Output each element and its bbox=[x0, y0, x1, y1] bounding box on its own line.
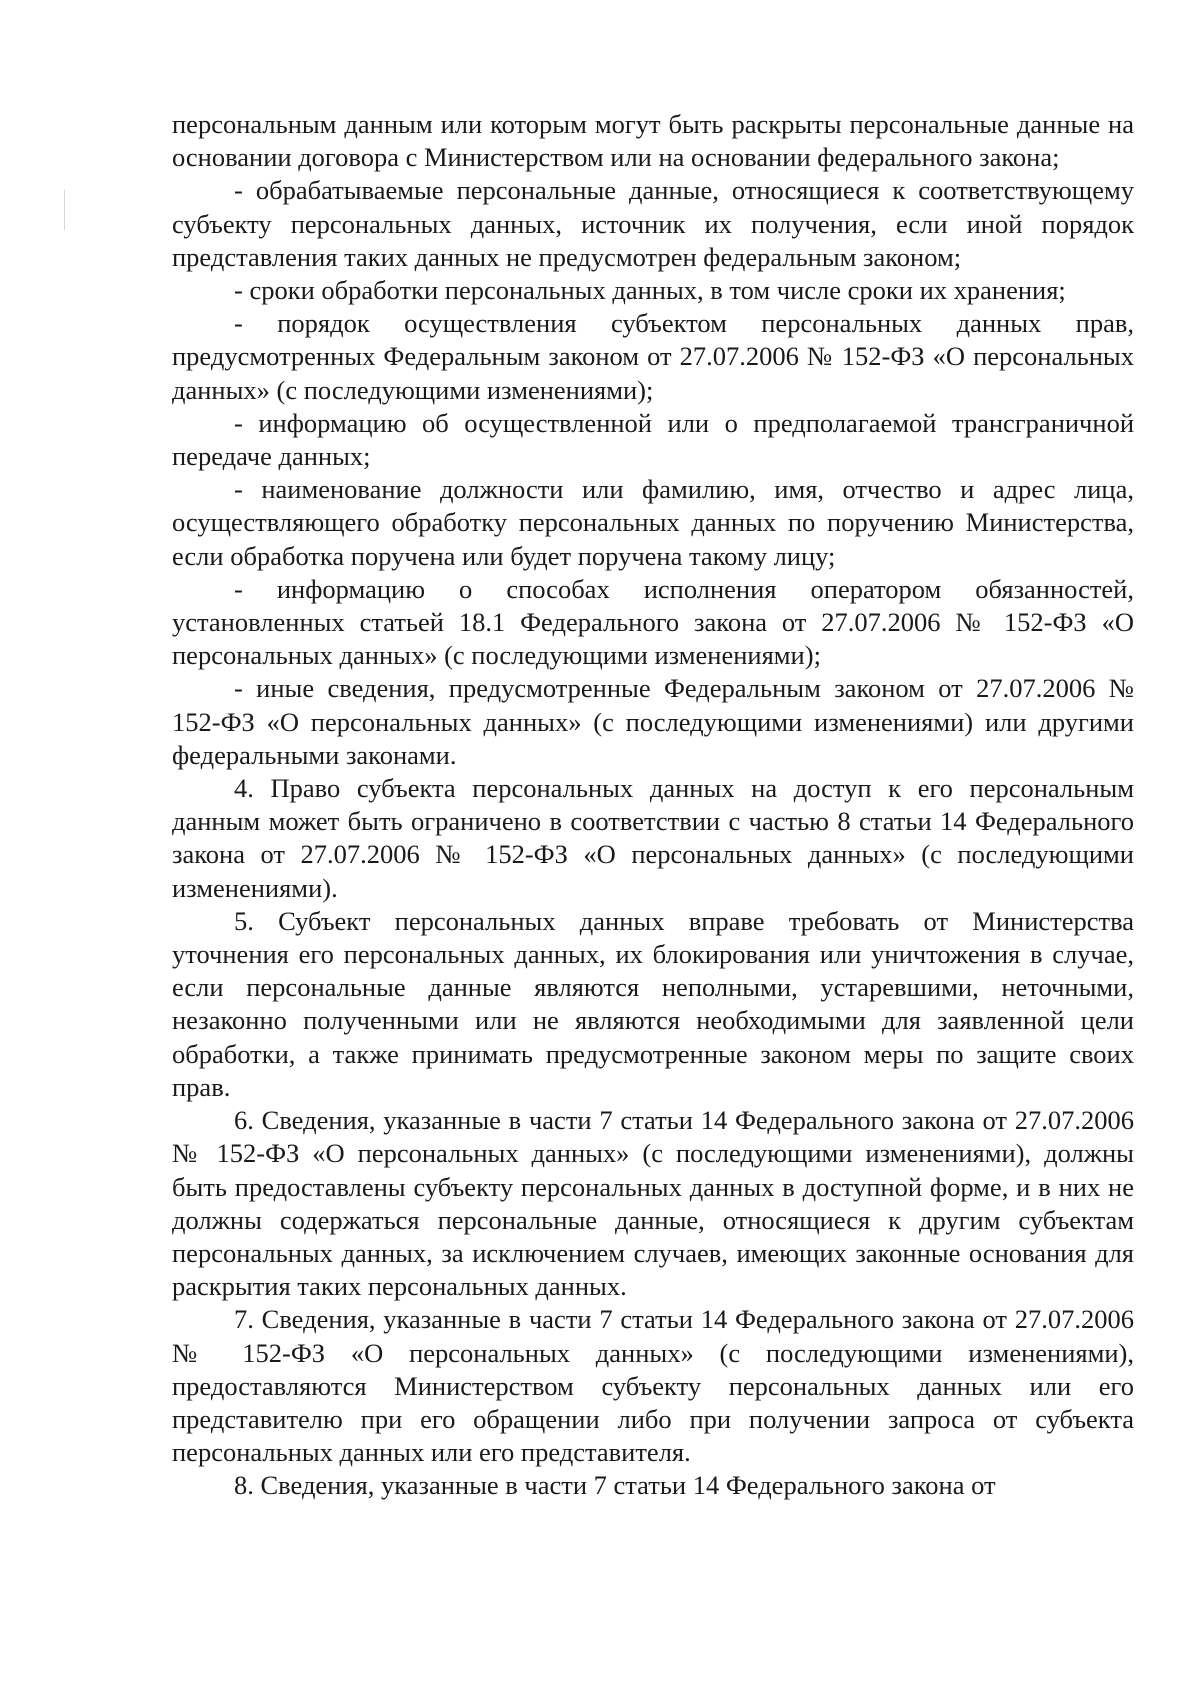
list-item-cross-border-transfer: - информацию об осуществленной или о предполагаемой трансграничной передаче данных; bbox=[172, 407, 1134, 472]
paragraph-continuation: персональным данным или которым могут быть раскрыты персональные данные на основании договора с Министерством или на основании федерального закона; bbox=[172, 109, 1134, 173]
paragraph-8: 8. Сведения, указанные в части 7 статьи 14 Федерального закона от bbox=[234, 1470, 996, 1501]
scan-edge-mark bbox=[64, 190, 65, 230]
paragraph-4: 4. Право субъекта персональных данных на доступ к его персональным данным может быть ограничено в соответствии с частью 8 статьи 14 Федерального закона от 27.07.2006 № 152-ФЗ «О персональных данных» (с последующими изменениями). bbox=[172, 773, 1134, 903]
list-item-processing-terms: - сроки обработки персональных данных, в том числе сроки их хранения; bbox=[234, 275, 1066, 306]
paragraph-5: 5. Субъект персональных данных вправе требовать от Министерства уточнения его персональных данных, их блокирования или уничтожения в случае, если персональные данные являются неполными, устаревшими, неточными, незаконно полученными или не являются необходимыми для заявленной цели обработки, а также принимать предусмотренные законом меры по защите своих прав. bbox=[172, 905, 1134, 1102]
list-item-rights-procedure: - порядок осуществления субъектом персональных данных прав, предусмотренных Федеральным законом от 27.07.2006 № 152-ФЗ «О персональных данных» (с последующими изменениями); bbox=[172, 308, 1134, 405]
paragraph-6: 6. Сведения, указанные в части 7 статьи 14 Федерального закона от 27.07.2006 № 152-ФЗ «О персональных данных» (с последующими изменениями), должны быть предоставлены субъекту персональных данных в доступной форме, и в них не должны содержаться персональные данные, относящиеся к другим субъектам персональных данных, за исключением случаев, имеющих законные основания для раскрытия таких персональных данных. bbox=[172, 1105, 1134, 1302]
list-item-processor-details: - наименование должности или фамилию, имя, отчество и адрес лица, осуществляющего обработку персональных данных по поручению Министерства, если обработка поручена или будет поручена такому лицу; bbox=[172, 474, 1134, 571]
list-item-other-information: - иные сведения, предусмотренные Федеральным законом от 27.07.2006 № 152-ФЗ «О персональных данных» (с последующими изменениями) или другими федеральными законами. bbox=[172, 673, 1134, 770]
paragraph-7: 7. Сведения, указанные в части 7 статьи 14 Федерального закона от 27.07.2006 № 152-ФЗ «О персональных данных» (с последующими изменениями), предоставляются Министерством субъекту персональных данных или его представителю при его обращении либо при получении запроса от субъекта персональных данных или его представителя. bbox=[172, 1304, 1134, 1468]
list-item-operator-obligations: - информацию о способах исполнения оператором обязанностей, установленных статьей 18.1 Федерального закона от 27.07.2006 № 152-ФЗ «О персональных данных» (с последующими изменениями); bbox=[172, 573, 1134, 671]
list-item-processed-data: - обрабатываемые персональные данные, относящиеся к соответствующему субъекту персональных данных, источник их получения, если иной порядок представления таких данных не предусмотрен федеральным законом; bbox=[172, 175, 1134, 272]
document-body bbox=[172, 108, 1134, 1503]
